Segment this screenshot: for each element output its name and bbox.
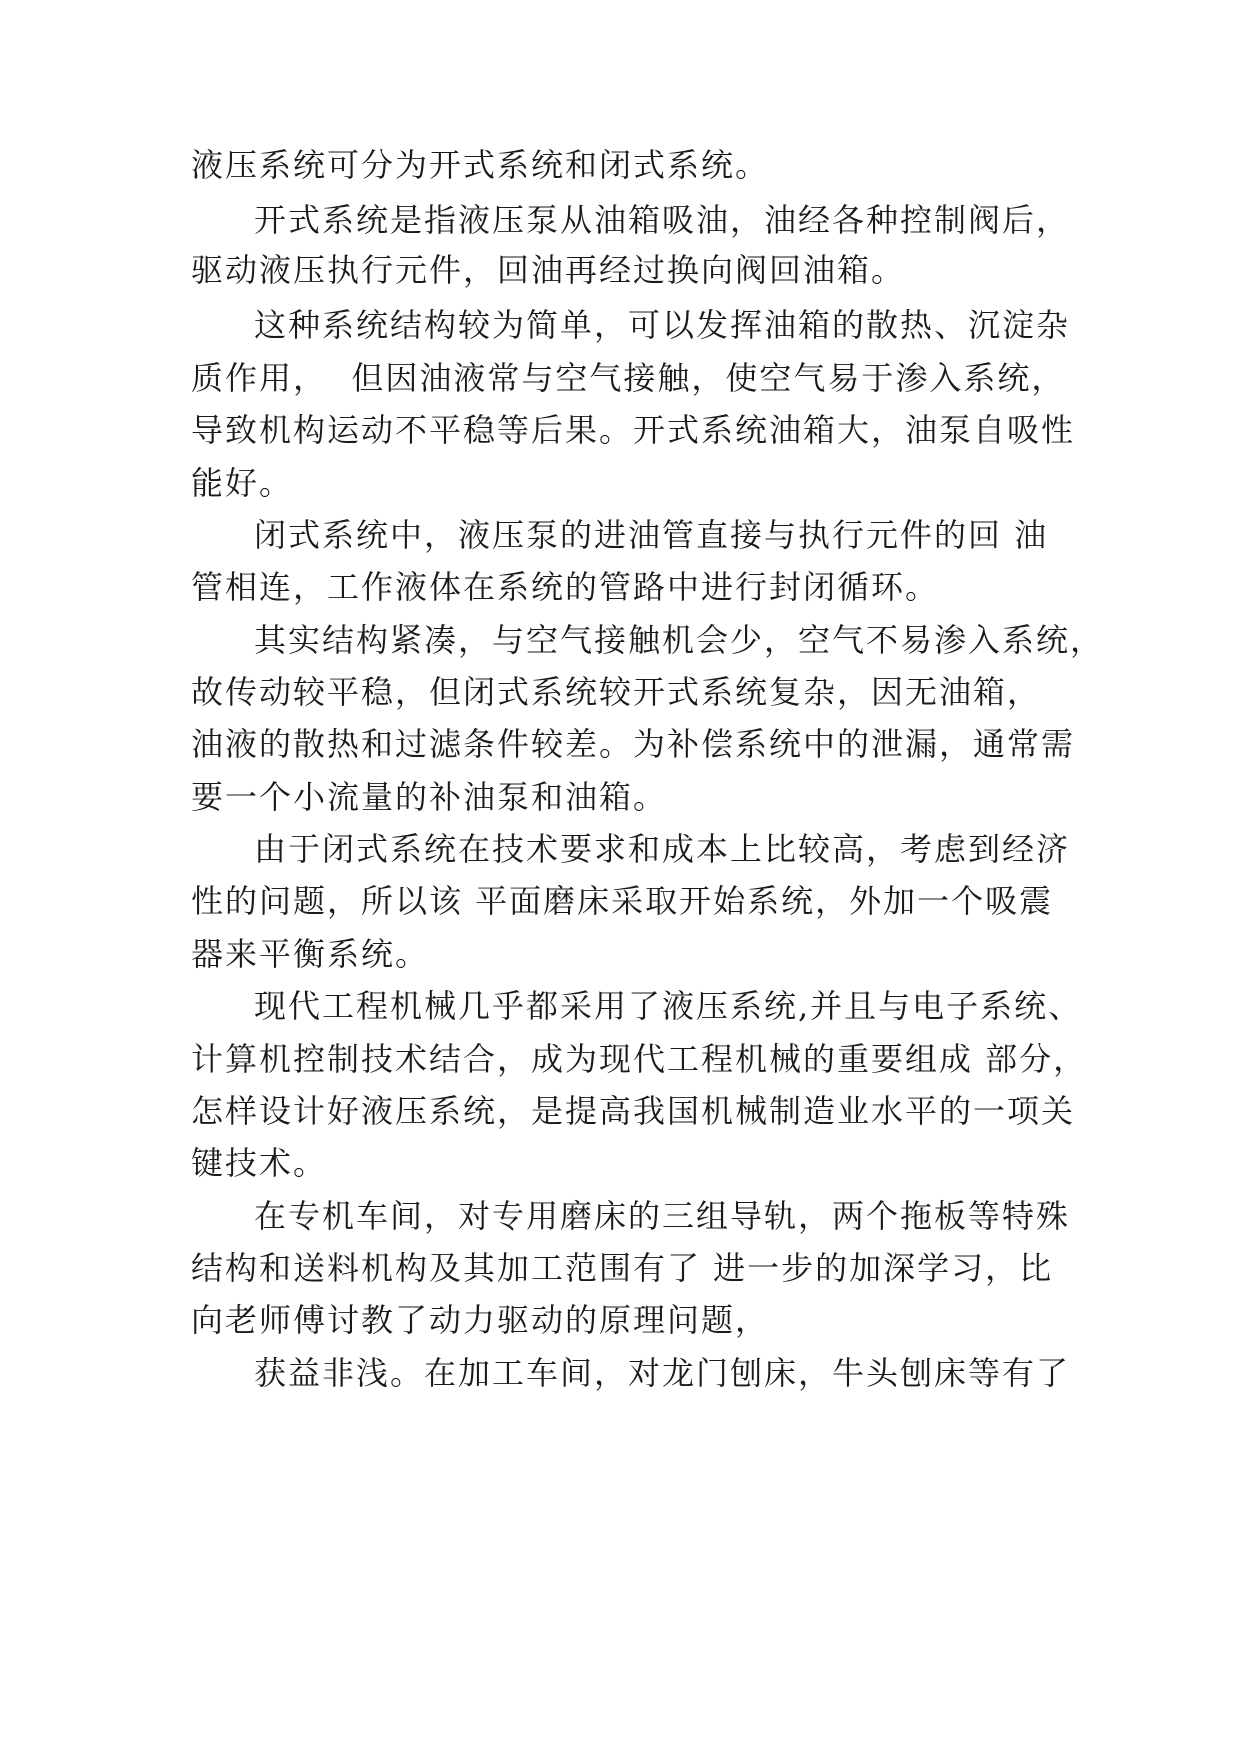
paragraph-start-line: 现代工程机械几乎都采用了液压系统,并且与电子系统、 xyxy=(254,987,1083,1025)
text-line: 键技术。 xyxy=(191,1144,328,1182)
text-line: 要一个小流量的补油泵和油箱。 xyxy=(191,778,668,816)
text-line: 向老师傅讨教了动力驱动的原理问题， xyxy=(191,1301,770,1339)
text-line: 性的问题，所以该 平面磨床采取开始系统，外加一个吸震 xyxy=(191,882,1054,920)
text-line: 结构和送料机构及其加工范围有了 进一步的加深学习，比 xyxy=(191,1249,1054,1287)
text-line: 驱动液压执行元件，回油再经过换向阀回油箱。 xyxy=(191,251,906,289)
text-line: 器来平衡系统。 xyxy=(191,935,430,973)
paragraph-start-line: 闭式系统中，液压泵的进油管直接与执行元件的回 油 xyxy=(254,516,1049,554)
paragraph-start-line: 这种系统结构较为简单，可以发挥油箱的散热、沉淀杂 xyxy=(254,306,1071,344)
text-line: 故传动较平稳，但闭式系统较开式系统复杂，因无油箱， xyxy=(191,673,1042,711)
text-line: 质作用， 但因油液常与空气接触，使空气易于渗入系统， xyxy=(191,359,1066,397)
paragraph-start-line: 其实结构紧凑，与空气接触机会少，空气不易渗入系统， xyxy=(254,621,1105,659)
text-line: 怎样设计好液压系统，是提高我国机械制造业水平的一项关 xyxy=(191,1092,1076,1130)
text-line: 计算机控制技术结合，成为现代工程机械的重要组成 部分， xyxy=(191,1040,1088,1078)
text-line: 能好。 xyxy=(191,464,294,502)
paragraph-start-line: 获益非浅。在加工车间，对龙门刨床，牛头刨床等有了 xyxy=(254,1354,1071,1392)
paragraph-start-line: 在专机车间，对专用磨床的三组导轨，两个拖板等特殊 xyxy=(254,1197,1071,1235)
text-line: 导致机构运动不平稳等后果。开式系统油箱大，油泵自吸性 xyxy=(191,411,1076,449)
paragraph-start-line: 由于闭式系统在技术要求和成本上比较高，考虑到经济 xyxy=(254,830,1071,868)
text-line: 油液的散热和过滤条件较差。为补偿系统中的泄漏，通常需 xyxy=(191,725,1076,763)
text-line: 液压系统可分为开式系统和闭式系统。 xyxy=(191,146,770,184)
text-line: 管相连，工作液体在系统的管路中进行封闭循环。 xyxy=(191,568,940,606)
paragraph-start-line: 开式系统是指液压泵从油箱吸油，油经各种控制阀后， xyxy=(254,201,1071,239)
